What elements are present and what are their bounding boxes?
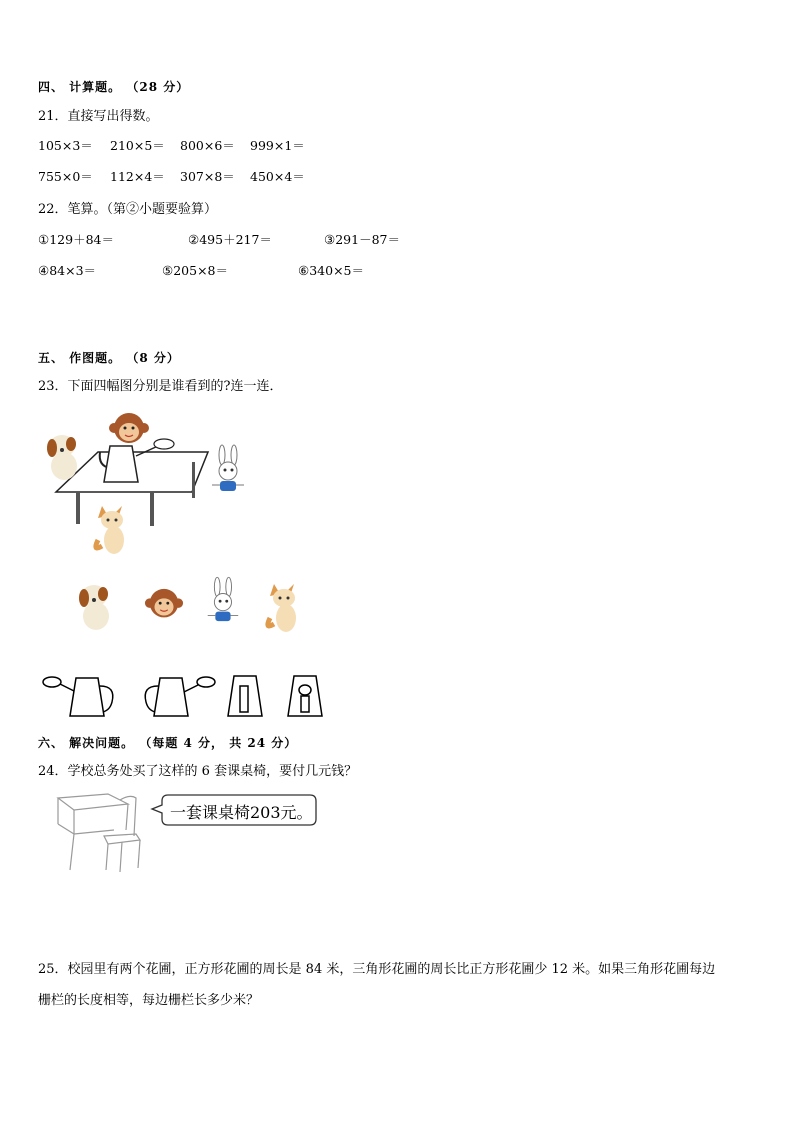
q21-item: 450×4＝ xyxy=(250,169,305,184)
speech-bubble-text: 一套课桌椅203元。 xyxy=(170,803,313,822)
view-drawing-spout-left xyxy=(40,670,120,720)
q21-item: 800×6＝ xyxy=(180,138,235,153)
q23-prompt: 23．下面四幅图分别是谁看到的?连一连． xyxy=(38,379,283,394)
q22-prompt: 22．笔算。（第②小题要验算） xyxy=(38,202,218,217)
dog-icon xyxy=(76,582,114,632)
cat-icon xyxy=(88,502,130,556)
q22-item: ⑤205×8＝ xyxy=(162,263,228,278)
q21-item: 755×0＝ xyxy=(38,169,93,184)
view-drawing-front xyxy=(226,672,266,720)
view-drawing-spout-right xyxy=(138,670,218,720)
rabbit-icon xyxy=(202,576,242,632)
q22-item: ④84×3＝ xyxy=(38,263,97,278)
q22-item: ③291－87＝ xyxy=(324,232,400,247)
monkey-icon xyxy=(144,584,184,628)
desk-chair-illustration xyxy=(44,790,152,874)
q25-line1: 25．校园里有两个花圃，正方形花圃的周长是 84 米，三角形花圃的周长比正方形花圃少 12 米。如果三角形花圃每边 xyxy=(38,962,716,977)
view-drawing-back xyxy=(286,672,326,720)
q21-item: 105×3＝ xyxy=(38,138,93,153)
cat-icon xyxy=(260,580,302,634)
q22-item: ⑥340×5＝ xyxy=(298,263,364,278)
q21-item: 210×5＝ xyxy=(110,138,165,153)
q21-item: 307×8＝ xyxy=(180,169,235,184)
section-6-title: 六、 解决问题。 （每题 4 分， 共 24 分） xyxy=(38,736,298,750)
q22-item: ①129＋84＝ xyxy=(38,232,114,247)
dog-icon xyxy=(44,432,82,482)
section-4-title: 四、 计算题。 （28 分） xyxy=(38,80,190,94)
q21-item: 999×1＝ xyxy=(250,138,305,153)
monkey-icon xyxy=(108,410,150,452)
rabbit-icon xyxy=(206,445,248,501)
q25-line2: 栅栏的长度相等，每边栅栏长多少米？ xyxy=(38,993,260,1008)
q21-prompt: 21．直接写出得数。 xyxy=(38,109,159,124)
q22-item: ②495＋217＝ xyxy=(188,232,272,247)
section-5-title: 五、 作图题。 （8 分） xyxy=(38,351,180,365)
q21-item: 112×4＝ xyxy=(110,169,165,184)
q24-prompt: 24．学校总务处买了这样的 6 套课桌椅，要付几元钱？ xyxy=(38,764,358,779)
